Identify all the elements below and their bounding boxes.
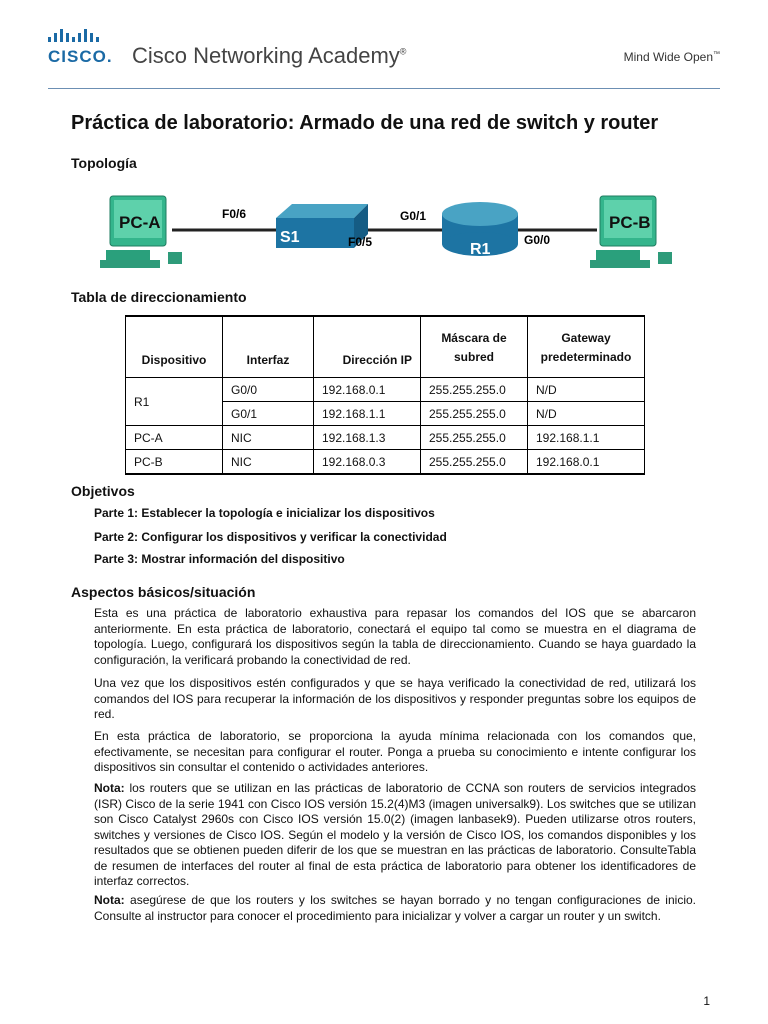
pc-a-label: PC-A: [119, 213, 161, 232]
pc-a-icon: [100, 196, 182, 268]
background-paragraph-3: En esta práctica de laboratorio, se proporciona la ayuda mínima relacionada con los comandos que, efectivamente, se necesitan para configurar el router. Ponga a prueba su conocimiento e intente configurar los dispositivos sin consultar el contenido o actividades anteriores.: [94, 729, 696, 774]
background-heading: Aspectos básicos/situación: [71, 584, 256, 600]
table-row: [126, 426, 645, 450]
col-mask: Máscara de subred: [421, 316, 528, 378]
tagline: Mind Wide Open™: [623, 50, 720, 64]
cell-interface: NIC: [223, 426, 314, 450]
col-device: Dispositivo: [126, 316, 223, 378]
objective-item: Parte 3: Mostrar información del dispositivo: [94, 552, 345, 566]
header-divider: [48, 88, 720, 89]
col-interface: Interfaz: [223, 316, 314, 378]
background-paragraph-2: Una vez que los dispositivos estén configurados y que se haya verificado la conectividad de red, utilizará los comandos del IOS para recuperar la información de los dispositivos y responder preguntas sobre los equipos de red.: [94, 676, 696, 721]
background-paragraph-1: Esta es una práctica de laboratorio exhaustiva para repasar los comandos del IOS que se abarcaron anteriormente. En esta práctica de laboratorio, conectará el equipo tal como se muestra en el diagrama de topología. Luego, configurará los dispositivos según la tabla de direccionamiento. Cuando se haya guardado la configuración, la verificará probando la conectividad de red.: [94, 606, 696, 667]
cell-mask: 255.255.255.0: [421, 450, 528, 475]
port-f05-label: F0/5: [348, 235, 373, 249]
table-row: [126, 378, 645, 402]
cell-interface: NIC: [223, 450, 314, 475]
page-header: [0, 0, 768, 90]
cell-ip: 192.168.1.1: [314, 402, 421, 426]
cell-ip: 192.168.1.3: [314, 426, 421, 450]
page-title: Práctica de laboratorio: Armado de una red de switch y router: [71, 112, 659, 134]
cell-gateway: N/D: [528, 378, 645, 402]
table-row: [126, 450, 645, 475]
cell-mask: 255.255.255.0: [421, 378, 528, 402]
topology-diagram: [92, 190, 672, 272]
pc-b-label: PC-B: [609, 213, 651, 232]
cell-ip: 192.168.0.3: [314, 450, 421, 475]
objective-item: Parte 1: Establecer la topología e inicializar los dispositivos: [94, 506, 435, 520]
note-1: Nota: los routers que se utilizan en las prácticas de laboratorio de CCNA son routers de servicios integrados (ISR) Cisco de la serie 1941 con Cisco IOS versión 15.2(4)M3 (imagen universalk9). Los switches que se utilizan son Cisco Catalyst 2960s con Cisco IOS versión 15.0(2) (imagen lanbasek9). Pueden utilizarse otros routers, switches y versiones de Cisco IOS. Según el modelo y la versión de Cisco IOS, los comandos disponibles y los resultados que se obtienen pueden diferir de los que se muestran en las prácticas de laboratorio. ConsulteTabla de resumen de interfaces del router al final de esta práctica de laboratorio para obtener los identificadores de interfaz correctos.: [94, 781, 696, 888]
s1-label: S1: [280, 229, 300, 246]
cell-device: R1: [126, 378, 223, 426]
cell-interface: G0/1: [223, 402, 314, 426]
cell-interface: G0/0: [223, 378, 314, 402]
cell-ip: 192.168.0.1: [314, 378, 421, 402]
cell-gateway: 192.168.1.1: [528, 426, 645, 450]
cell-mask: 255.255.255.0: [421, 426, 528, 450]
page-number: 1: [703, 994, 710, 1008]
r1-label: R1: [470, 241, 491, 258]
addressing-heading: Tabla de direccionamiento: [71, 289, 247, 305]
port-f06-label: F0/6: [222, 207, 247, 221]
objectives-heading: Objetivos: [71, 483, 135, 499]
objective-item: Parte 2: Configurar los dispositivos y verificar la conectividad: [94, 530, 447, 544]
col-gateway: Gateway predeterminado: [528, 316, 645, 378]
cell-gateway: 192.168.0.1: [528, 450, 645, 475]
topology-heading: Topología: [71, 155, 137, 171]
academy-name: Cisco Networking Academy®: [132, 43, 407, 68]
port-g00-label: G0/0: [524, 233, 551, 247]
cell-gateway: N/D: [528, 402, 645, 426]
cell-device: PC-A: [126, 426, 223, 450]
port-g01-label: G0/1: [400, 209, 427, 223]
pc-b-icon: [590, 196, 672, 268]
table-header-row: [126, 316, 645, 378]
note-2: Nota: asegúrese de que los routers y los switches se hayan borrado y no tengan configuraciones de inicio. Consulte al instructor para conocer el procedimiento para inicializar y volver a cargar un router y un switch.: [94, 893, 696, 923]
cisco-brand: CISCO.: [48, 47, 113, 66]
cisco-logo-icon: [48, 28, 112, 44]
col-ip: Dirección IP: [314, 316, 421, 378]
cell-mask: 255.255.255.0: [421, 402, 528, 426]
cell-device: PC-B: [126, 450, 223, 475]
addressing-table: [125, 315, 645, 475]
